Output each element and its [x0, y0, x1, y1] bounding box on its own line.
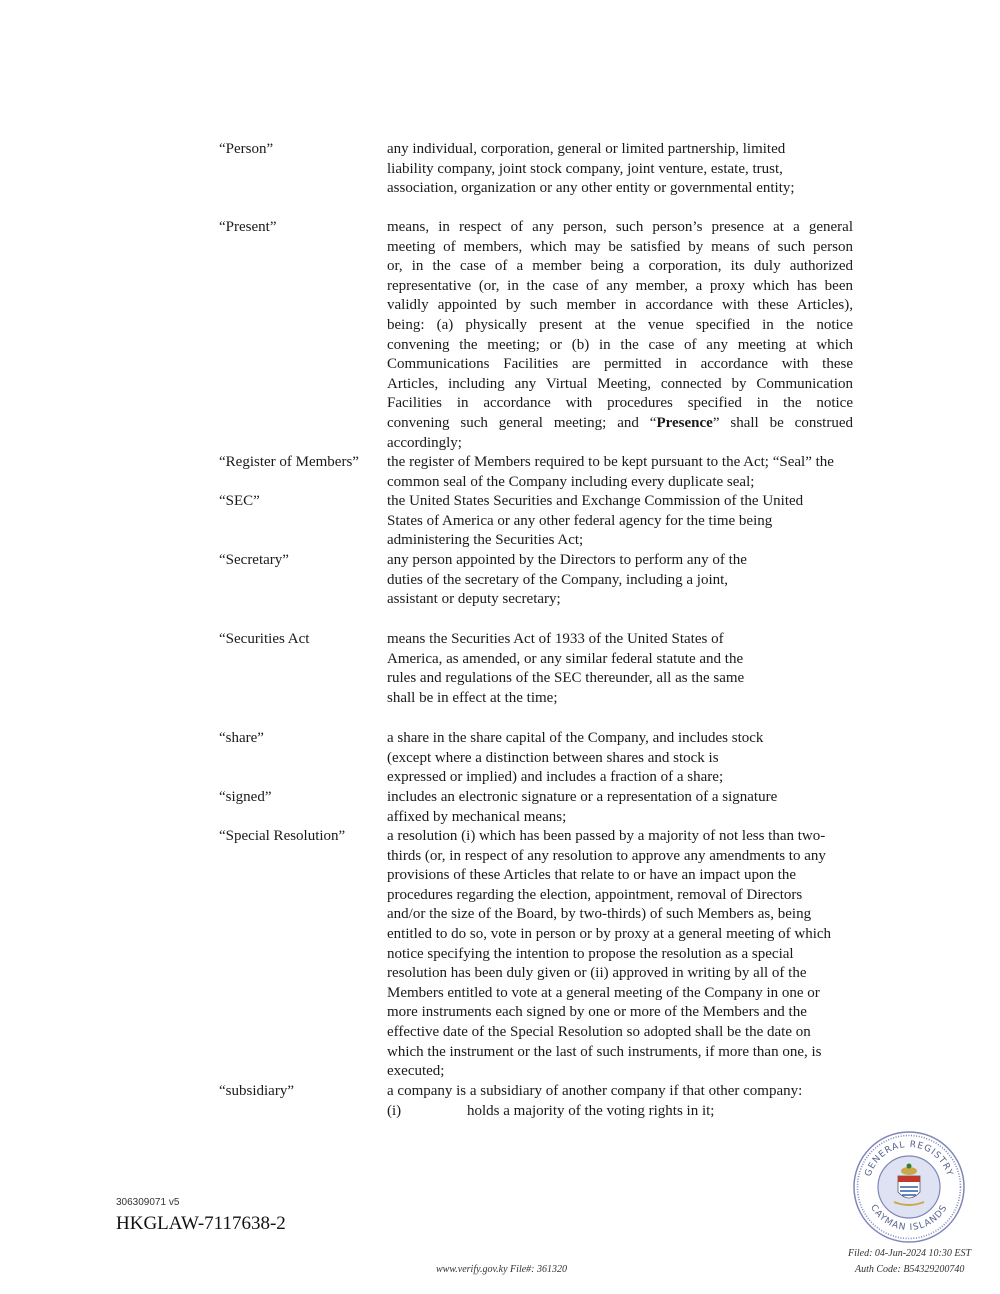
term-signed: “signed”: [219, 789, 272, 805]
term-present: “Present”: [219, 219, 277, 235]
document-number: 306309071 v5: [116, 1197, 180, 1208]
term-subsidiary: “subsidiary”: [219, 1083, 294, 1099]
definition-person: any individual, corporation, general or limited partnership, limited liability company, joint stock company, joint venture, estate, trust, association, organization or any other entity or governmental entity;: [387, 141, 795, 197]
term-special-resolution: “Special Resolution”: [219, 828, 346, 844]
seal-top-text: GENERAL REGISTRY: [863, 1139, 955, 1178]
definition-signed: includes an electronic signature or a representation of a signature affixed by mechanical means;: [387, 789, 778, 825]
term-register-of-members: “Register of Members”: [219, 454, 359, 470]
definition-share: a share in the share capital of the Company, and includes stock (except where a distinction between shares and stock is expressed or implied) and includes a fraction of a share;: [387, 730, 764, 786]
definition-present: means, in respect of any person, such person’s presence at a general meeting of members, which may be satisfied by means of such person or, in the case of a member being a corporation, its duly authorized representative (or, in the case of any member, a proxy which has been validly appointed by such member in accordance with these Articles), being: (a) physically present at the venue specified in the notice convening the meeting; or (b) in the case of any meeting at which Communications Facilities are permitted in accordance with these Articles, including any Virtual Meeting, connected by Communication Facilities in accordance with procedures specified in the notice convening such general meeting; and “Presence” shall be construed accordingly;: [387, 219, 853, 451]
definition-subsidiary: a company is a subsidiary of another company if that other company: (i) holds a majority of the voting rights in it;: [387, 1082, 802, 1121]
definition-register-of-members: the register of Members required to be kept pursuant to the Act; “Seal” the common seal of the Company including every duplicate seal;: [387, 454, 834, 490]
presence-term: Presence: [656, 414, 713, 431]
term-secretary: “Secretary”: [219, 552, 289, 568]
seal-bottom-text: CAYMAN ISLANDS: [868, 1203, 950, 1234]
definition-sec: the United States Securities and Exchange Commission of the United States of America or any other federal agency for the time being administering the Securities Act;: [387, 493, 804, 549]
definition-securities-act: means the Securities Act of 1933 of the United States of America, as amended, or any similar federal statute and the rules and regulations of the SEC thereunder, all as the same shall be in effect at the time;: [387, 631, 745, 706]
presence-line: convening such general meeting; and “Presence” shall be construed: [387, 414, 853, 431]
document-reference: HKGLAW-7117638-2: [116, 1213, 286, 1234]
subsidiary-clause-i: (i) holds a majority of the voting rights in it;: [387, 1102, 715, 1119]
term-share: “share”: [219, 730, 264, 746]
term-sec: “SEC”: [219, 493, 260, 509]
term-securities-act: “Securities Act: [219, 631, 310, 647]
auth-code: Auth Code: B54329200740: [855, 1264, 965, 1275]
verify-file-number: www.verify.gov.ky File#: 361320: [436, 1264, 567, 1275]
definition-secretary: any person appointed by the Directors to perform any of the duties of the secretary of the Company, including a joint, assistant or deputy secretary;: [387, 552, 747, 608]
term-person: “Person”: [219, 141, 274, 157]
general-registry-seal: [852, 1130, 966, 1244]
definition-special-resolution: a resolution (i) which has been passed by a majority of not less than two- thirds (or, in respect of any resolution to approve any amendments to any provisions of these Articles that relate to or have an impact upon the procedures regarding the election, appointment, removal of Directors and/or the size of the Board, by two-thirds) of such Members as, being entitled to do so, vote in person or by proxy at a general meeting of which notice specifying the intention to propose the resolution as a special resolution has been duly given or (ii) approved in writing by all of the Members entitled to vote at a general meeting of the Company in one or more instruments each signed by one or more of the Members and the effective date of the Special Resolution so adopted shall be the date on which the instrument or the last of such instruments, if more than one, is executed;: [387, 828, 832, 1080]
filed-date: Filed: 04-Jun-2024 10:30 EST: [848, 1248, 972, 1259]
